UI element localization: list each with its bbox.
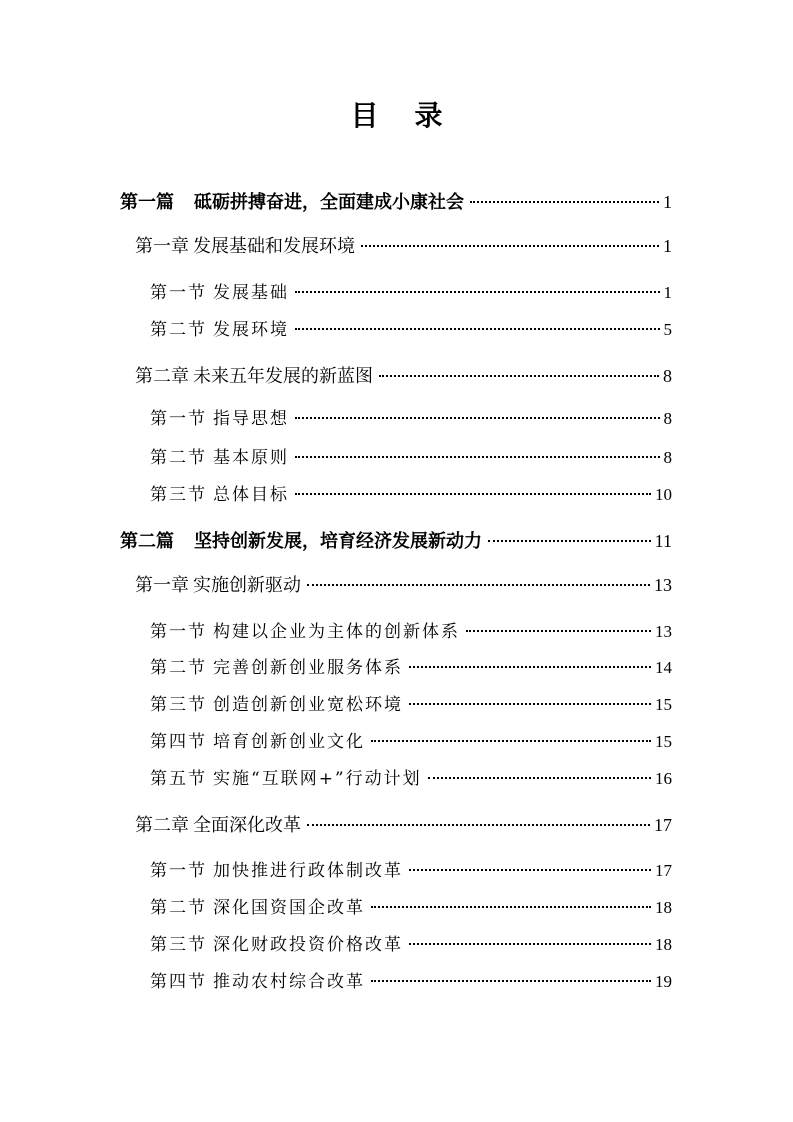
dot-leader bbox=[466, 629, 651, 632]
toc-entry-label bbox=[150, 279, 289, 307]
toc-entry-label bbox=[150, 857, 403, 885]
toc-entry-label bbox=[150, 618, 460, 646]
toc-entry-number: 第一节 bbox=[150, 622, 207, 642]
toc-entry-page-number: 16 bbox=[655, 769, 672, 788]
toc-entry-number: 第二篇 bbox=[120, 531, 174, 552]
toc-entry-section[interactable] bbox=[150, 968, 672, 996]
toc-entry-part[interactable] bbox=[120, 527, 672, 555]
toc-entry-label bbox=[135, 233, 355, 261]
dot-leader bbox=[295, 416, 660, 419]
toc-entry-label bbox=[135, 363, 373, 391]
toc-entry-section[interactable] bbox=[150, 316, 672, 344]
toc-entry-title: 基本原则 bbox=[213, 448, 289, 468]
toc-entry-title: 创造创新创业宽松环境 bbox=[213, 695, 403, 715]
toc-entry-number: 第一节 bbox=[150, 409, 207, 429]
toc-entry-chapter[interactable] bbox=[135, 362, 672, 390]
toc-entry-label bbox=[150, 894, 365, 922]
toc-entry-title: 发展环境 bbox=[213, 320, 289, 340]
toc-entry-chapter[interactable] bbox=[135, 571, 672, 599]
toc-entry-title: 发展基础和发展环境 bbox=[193, 236, 355, 257]
toc-entry-label bbox=[150, 405, 289, 433]
toc-entry-section[interactable] bbox=[150, 279, 672, 307]
toc-entry-title: 实施“互联网+”行动计划 bbox=[213, 769, 422, 789]
toc-entry-page-number: 1 bbox=[663, 236, 672, 256]
toc-entry-section[interactable] bbox=[150, 857, 672, 885]
toc-entry-number: 第三节 bbox=[150, 935, 207, 955]
toc-entry-title: 指导思想 bbox=[213, 409, 289, 429]
dot-leader bbox=[409, 942, 651, 945]
toc-entry-section[interactable] bbox=[150, 618, 672, 646]
toc-entry-page-number: 14 bbox=[655, 658, 672, 677]
toc-entry-title: 实施创新驱动 bbox=[193, 575, 301, 596]
toc-entry-title: 深化国资国企改革 bbox=[213, 898, 365, 918]
toc-entry-title: 坚持创新发展，培育经济发展新动力 bbox=[194, 531, 482, 552]
dot-leader bbox=[295, 327, 660, 330]
toc-entry-number: 第三节 bbox=[150, 485, 207, 505]
dot-leader bbox=[379, 374, 659, 377]
toc-entry-label bbox=[150, 654, 403, 682]
toc-entry-label bbox=[150, 691, 403, 719]
toc-entry-number: 第二节 bbox=[150, 898, 207, 918]
toc-entry-label bbox=[120, 528, 482, 556]
toc-entry-page-number: 8 bbox=[663, 366, 672, 386]
toc-entry-number: 第二节 bbox=[150, 448, 207, 468]
toc-entry-page-number: 5 bbox=[663, 320, 672, 339]
dot-leader bbox=[361, 244, 659, 247]
toc-entry-chapter[interactable] bbox=[135, 232, 672, 260]
toc-entry-label bbox=[150, 444, 289, 472]
toc-entry-title: 全面深化改革 bbox=[193, 815, 301, 836]
toc-entry-number: 第二章 bbox=[135, 366, 189, 387]
toc-entry-page-number: 13 bbox=[655, 622, 672, 641]
toc-entry-number: 第五节 bbox=[150, 769, 207, 789]
toc-entry-number: 第一节 bbox=[150, 861, 207, 881]
toc-entry-number: 第一章 bbox=[135, 236, 189, 257]
toc-entry-label bbox=[150, 968, 365, 996]
toc-entry-label bbox=[120, 189, 464, 217]
dot-leader bbox=[409, 702, 651, 705]
toc-entry-number: 第四节 bbox=[150, 732, 207, 752]
toc-entry-page-number: 18 bbox=[655, 898, 672, 917]
toc-entry-label bbox=[150, 931, 403, 959]
toc-entry-section[interactable] bbox=[150, 481, 672, 509]
dot-leader bbox=[488, 539, 651, 542]
toc-entry-page-number: 11 bbox=[654, 531, 672, 551]
toc-entry-page-number: 17 bbox=[654, 815, 672, 835]
toc-entry-title: 推动农村综合改革 bbox=[213, 972, 365, 992]
toc-entry-number: 第三节 bbox=[150, 695, 207, 715]
toc-entry-section[interactable] bbox=[150, 444, 672, 472]
dot-leader bbox=[307, 583, 650, 586]
toc-entry-title: 完善创新创业服务体系 bbox=[213, 658, 403, 678]
toc-entry-page-number: 8 bbox=[663, 448, 672, 467]
toc-entry-page-number: 17 bbox=[655, 861, 672, 880]
dot-leader bbox=[470, 200, 659, 203]
dot-leader bbox=[295, 455, 660, 458]
toc-entry-number: 第二节 bbox=[150, 658, 207, 678]
toc-entry-label bbox=[150, 765, 422, 793]
toc-entry-section[interactable] bbox=[150, 405, 672, 433]
toc-entry-title: 砥砺拼搏奋进，全面建成小康社会 bbox=[194, 192, 464, 213]
toc-entry-title: 总体目标 bbox=[213, 485, 289, 505]
toc-entry-section[interactable] bbox=[150, 654, 672, 682]
toc-entry-page-number: 13 bbox=[654, 575, 672, 595]
toc-entry-number: 第一章 bbox=[135, 575, 189, 596]
toc-entry-section[interactable] bbox=[150, 728, 672, 756]
toc-entry-part[interactable] bbox=[120, 188, 672, 216]
toc-entry-title: 深化财政投资价格改革 bbox=[213, 935, 403, 955]
toc-entry-section[interactable] bbox=[150, 931, 672, 959]
toc-entry-chapter[interactable] bbox=[135, 811, 672, 839]
toc-entry-page-number: 8 bbox=[663, 409, 672, 428]
toc-entry-section[interactable] bbox=[150, 894, 672, 922]
toc-entry-page-number: 19 bbox=[655, 972, 672, 991]
toc-entry-label bbox=[150, 316, 289, 344]
dot-leader bbox=[371, 739, 651, 742]
toc-entry-section[interactable] bbox=[150, 765, 672, 793]
toc-entry-number: 第一节 bbox=[150, 283, 207, 303]
toc-entry-label bbox=[150, 728, 365, 756]
dot-leader bbox=[295, 290, 660, 293]
toc-entry-page-number: 10 bbox=[655, 485, 672, 504]
toc-entry-label bbox=[150, 481, 289, 509]
toc-entry-number: 第一篇 bbox=[120, 192, 174, 213]
toc-entry-title: 未来五年发展的新蓝图 bbox=[193, 366, 373, 387]
toc-entry-title: 加快推进行政体制改革 bbox=[213, 861, 403, 881]
dot-leader bbox=[295, 492, 651, 495]
toc-entry-page-number: 15 bbox=[655, 695, 672, 714]
dot-leader bbox=[409, 868, 651, 871]
toc-entry-page-number: 1 bbox=[663, 283, 672, 302]
toc-entry-number: 第二节 bbox=[150, 320, 207, 340]
toc-entry-number: 第四节 bbox=[150, 972, 207, 992]
toc-entry-title: 构建以企业为主体的创新体系 bbox=[213, 622, 460, 642]
dot-leader bbox=[428, 776, 651, 779]
toc-entry-page-number: 1 bbox=[663, 192, 672, 212]
dot-leader bbox=[371, 979, 651, 982]
dot-leader bbox=[409, 665, 651, 668]
toc-entry-number: 第二章 bbox=[135, 815, 189, 836]
page-title: 目录 bbox=[350, 99, 479, 132]
toc-entry-title: 培育创新创业文化 bbox=[213, 732, 365, 752]
toc-entry-label bbox=[135, 572, 301, 600]
toc-entry-page-number: 15 bbox=[655, 732, 672, 751]
toc-entry-label bbox=[135, 812, 301, 840]
dot-leader bbox=[307, 823, 650, 826]
toc-entry-section[interactable] bbox=[150, 691, 672, 719]
toc-entry-title: 发展基础 bbox=[213, 283, 289, 303]
toc-entry-page-number: 18 bbox=[655, 935, 672, 954]
dot-leader bbox=[371, 905, 651, 908]
